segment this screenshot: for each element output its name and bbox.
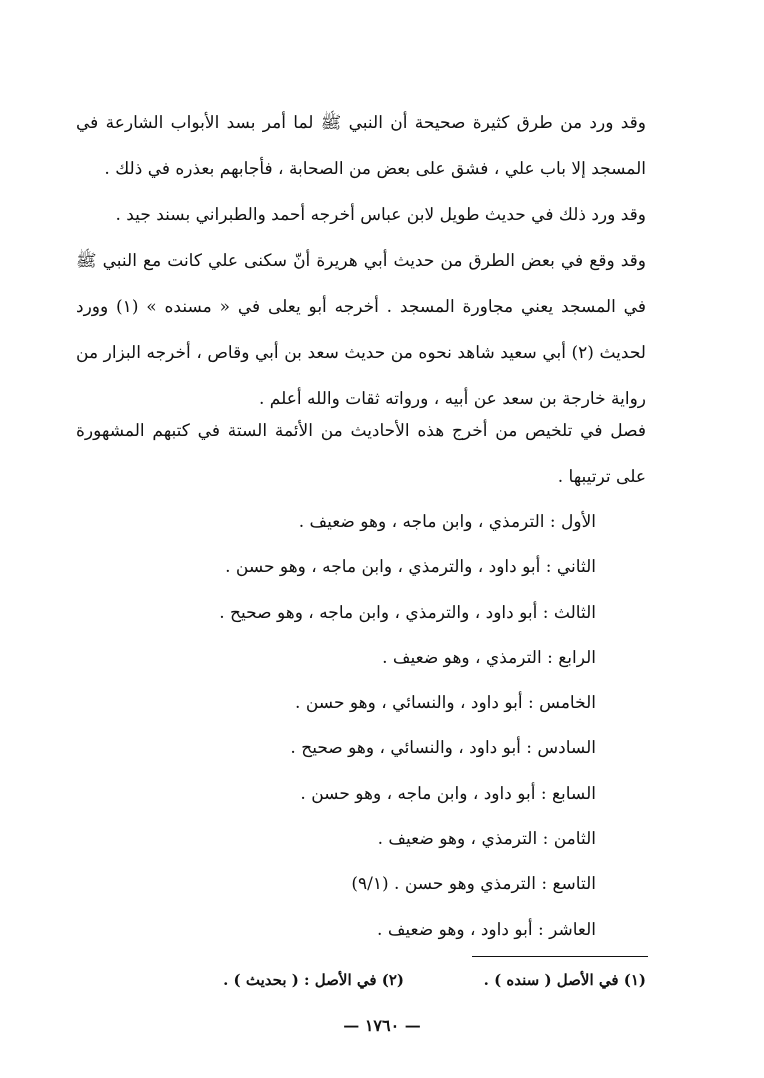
list-item: التاسع : الترمذي وهو حسن . (٩/١): [351, 874, 596, 895]
list-item: السادس : أبو داود ، والنسائي ، وهو صحيح .: [290, 738, 596, 759]
list-item: الثاني : أبو داود ، والترمذي ، وابن ماجه ، وهو حسن .: [225, 557, 596, 578]
list-item: الثامن : الترمذي ، وهو ضعيف .: [377, 829, 596, 850]
list-item: الثالث : أبو داود ، والترمذي ، وابن ماجه ، وهو صحيح .: [219, 602, 596, 623]
footnote-2: (٢) في الأصل : ( بحديث ) .: [223, 971, 404, 989]
hadith-list: [176, 500, 596, 953]
list-item: الرابع : الترمذي ، وهو ضعيف .: [382, 647, 596, 668]
paragraph-2: وقد ورد ذلك في حديث طويل لابن عباس أخرجه أحمد والطبراني بسند جيد .: [115, 205, 646, 225]
footnote-divider: [472, 956, 648, 957]
paragraph-3: وقد وقع في بعض الطرق من حديث أبي هريرة أنّ سكنى علي كانت مع النبي ﷺ في المسجد يعني مجاورة المسجد . أخرجه أبو يعلى في « مسنده » (١) وورد لحديث (٢) أبي سعيد شاهد نحوه من حديث سعد بن أبي وقاص ، أخرجه البزار من رواية خارجة بن سعد عن أبيه ، ورواته ثقات والله أعلم .: [76, 251, 646, 409]
list-item: الأول : الترمذي ، وابن ماجه ، وهو ضعيف .: [298, 512, 596, 532]
section-heading-paragraph: فصل في تلخيص من أخرج هذه الأحاديث من الأئمة الستة في كتبهم المشهورة على ترتيبها .: [76, 421, 646, 487]
paragraph-1: وقد ورد من طرق كثيرة صحيحة أن النبي ﷺ لما أمر بسد الأبواب الشارعة في المسجد إلا باب علي ، فشق على بعض من الصحابة ، فأجابهم بعذره في ذلك .: [76, 113, 646, 179]
list-item: الخامس : أبو داود ، والنسائي ، وهو حسن .: [295, 693, 596, 714]
list-item: السابع : أبو داود ، وابن ماجه ، وهو حسن .: [300, 783, 596, 804]
list-item: العاشر : أبو داود ، وهو ضعيف .: [377, 919, 596, 940]
footnote-1: (١) في الأصل ( سنده ) .: [483, 971, 646, 989]
page-number: — ١٧٦٠ —: [343, 1016, 421, 1035]
